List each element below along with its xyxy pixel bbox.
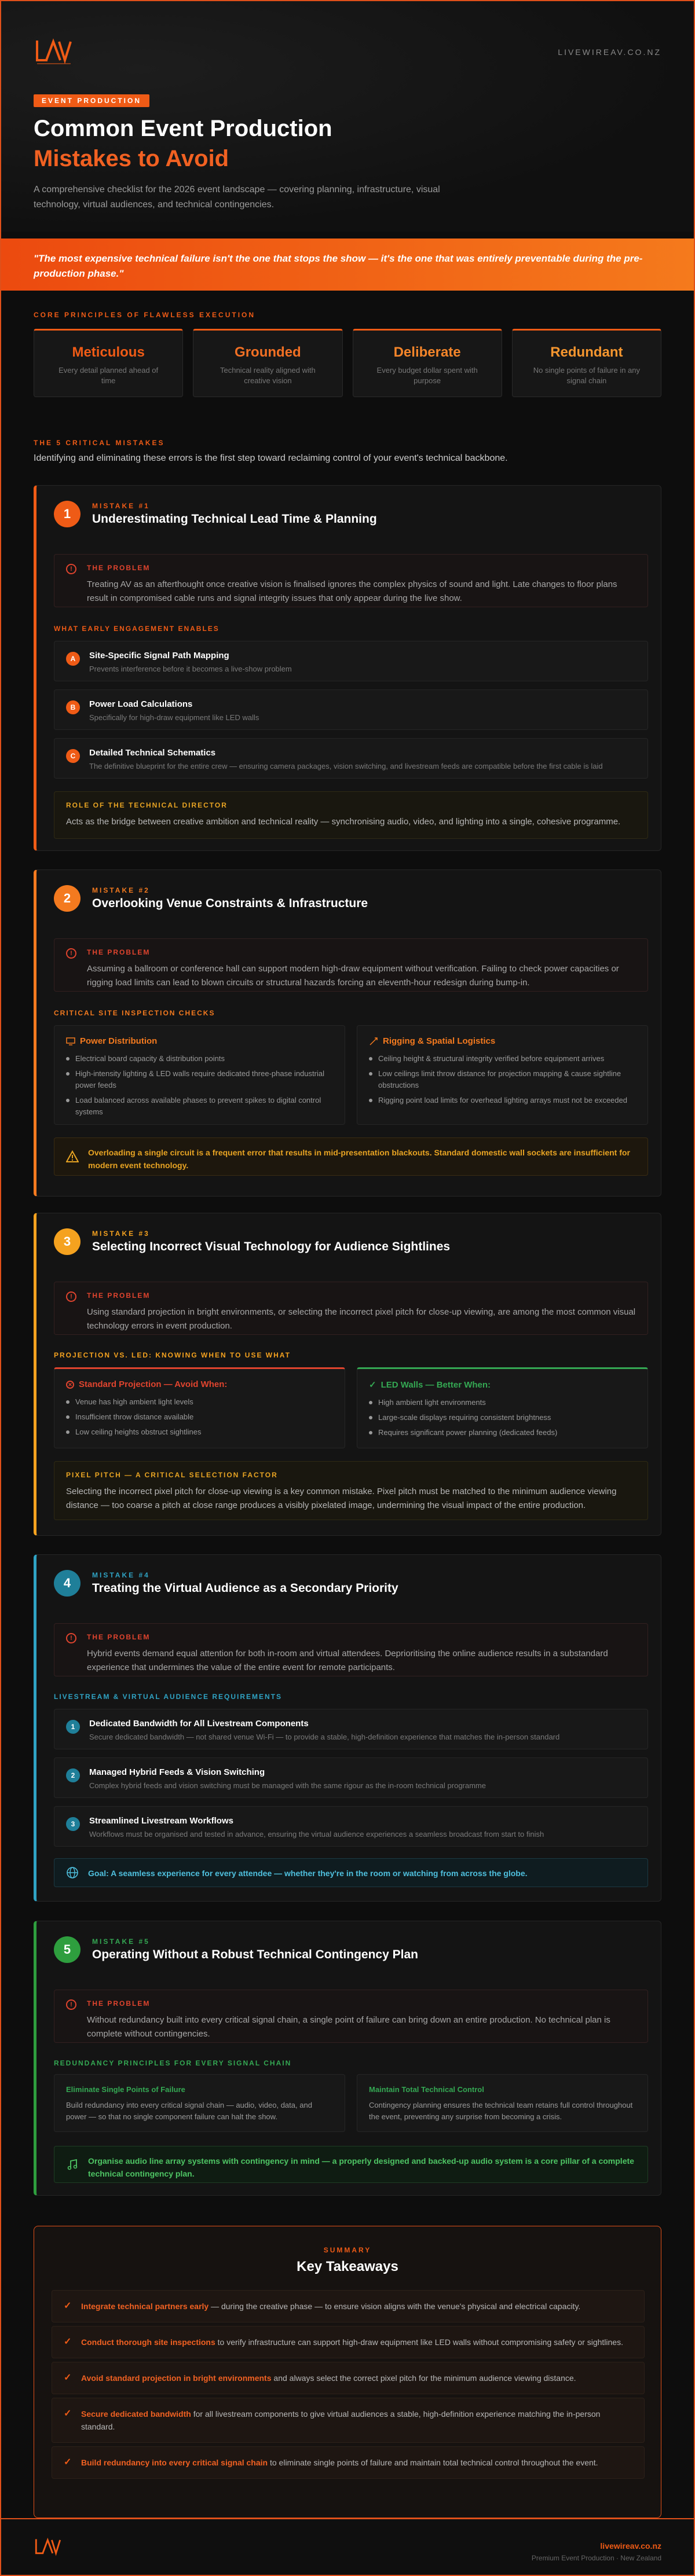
list-item: [66, 1411, 333, 1423]
mistake-number: 5: [54, 1936, 81, 1963]
category-badge: EVENT PRODUCTION: [34, 94, 149, 107]
warning-callout: [54, 1137, 648, 1176]
livewire-logo: [34, 37, 74, 66]
footer-url[interactable]: livewireav.co.nz: [600, 2541, 661, 2551]
problem-label: THE PROBLEM: [87, 948, 151, 956]
mistake-number: 4: [54, 1570, 81, 1597]
hero: [0, 0, 695, 232]
step-marker: A: [66, 652, 80, 666]
alert-circle-icon: !: [66, 1633, 76, 1643]
section-subhead: PROJECTION VS. LED: KNOWING WHEN TO USE WHAT: [54, 1351, 291, 1359]
list-item: [369, 1095, 636, 1106]
item-text: Low ceilings limit throw distance for projection mapping & cause sightline obstructions: [378, 1069, 621, 1089]
principle-desc: Technical reality aligned with creative vision: [220, 366, 316, 385]
check-icon: ✓: [64, 2337, 72, 2347]
note-text: Selecting the incorrect pixel pitch for close-up viewing is a key common mistake. Pixel pitch must be matched to the minimum audience viewing distance — too coarse a pitch at close range produces a visibly pixelated image, undermining the visual impact of the entire production.: [66, 1487, 617, 1510]
list-item: [52, 2326, 645, 2358]
check-icon: ✓: [64, 2457, 72, 2467]
principle-desc: Every budget dollar spent with purpose: [376, 366, 478, 385]
led-column: [357, 1367, 648, 1448]
mistake-card-3: [34, 1213, 661, 1536]
principle-card: [512, 329, 661, 397]
note-label: PIXEL PITCH — A CRITICAL SELECTION FACTOR: [66, 1471, 278, 1479]
check-icon: ✓: [64, 2373, 72, 2383]
projection-column: [54, 1367, 345, 1448]
principle-card: [353, 329, 502, 397]
list-item: [52, 2362, 645, 2394]
column-title: Standard Projection — Avoid When:: [79, 1379, 228, 1389]
alert-circle-icon: !: [66, 564, 76, 574]
principle-desc: No single points of failure in any signal chain: [533, 366, 641, 385]
redundancy-columns: [54, 2074, 648, 2132]
problem-text: Without redundancy built into every critical signal chain, a single point of failure can bring down an entire production. No technical plan is complete without contingencies.: [87, 2015, 610, 2039]
list-item: [66, 1095, 333, 1118]
list-item: [369, 1053, 636, 1065]
step-desc: The definitive blueprint for the entire crew — ensuring camera packages, vision switching, and livestream feeds are compatible before the first cable is laid: [89, 762, 603, 770]
mistake-title: Underestimating Technical Lead Time & Planning: [92, 512, 377, 526]
list-item: [52, 2398, 645, 2443]
problem-box: [54, 1623, 648, 1676]
mistake-title: Treating the Virtual Audience as a Secondary Priority: [92, 1581, 398, 1595]
rigging-icon: [369, 1037, 378, 1046]
takeaway-bold: Integrate technical partners early: [81, 2302, 209, 2311]
list-item: [66, 1053, 333, 1065]
footer-subtitle: Premium Event Production · New Zealand: [531, 2554, 661, 2562]
power-column: [54, 1025, 345, 1125]
mistake-card-4: [34, 1554, 661, 1902]
page-subtitle: A comprehensive checklist for the 2026 event landscape — covering planning, infrastructure, visual technology, virtual audiences, and technical contingencies.: [34, 185, 440, 210]
section-subhead: REDUNDANCY PRINCIPLES FOR EVERY SIGNAL CHAIN: [54, 2059, 292, 2067]
column-heading: [66, 1036, 333, 1046]
alert-circle-icon: !: [66, 1291, 76, 1302]
mistake-eyebrow: MISTAKE #5: [92, 1937, 150, 1946]
item-text: High ambient light environments: [378, 1398, 486, 1407]
goal-text: Goal: A seamless experience for every attendee — whether they're in the room or watching from across the globe.: [88, 1869, 528, 1878]
principle-card: [34, 329, 183, 397]
problem-box: [54, 1990, 648, 2043]
step-marker: 3: [66, 1817, 80, 1831]
problem-label: THE PROBLEM: [87, 1291, 151, 1300]
note-text: Acts as the bridge between creative ambition and technical reality — synchronising audio, video, and lighting into a single, cohesive programme.: [66, 817, 621, 827]
pixel-pitch-note: [54, 1461, 648, 1520]
list-item: [369, 1397, 636, 1408]
redundancy-column: [54, 2074, 345, 2132]
step-title: Managed Hybrid Feeds & Vision Switching: [89, 1767, 265, 1777]
column-heading: [66, 1379, 333, 1389]
list-item: [54, 641, 648, 681]
mistake-number: 1: [54, 501, 81, 527]
takeaway-text: for all livestream components to give virtual audiences a stable, high-definition experience matching the in-person standard.: [81, 2409, 601, 2431]
takeaway-text: to eliminate single points of failure and maintain total technical control throughout the event.: [268, 2458, 598, 2467]
mistake-title: Selecting Incorrect Visual Technology for Audience Sightlines: [92, 1240, 451, 1253]
warning-text: Overloading a single circuit is a frequent error that results in mid-presentation blackouts. Standard domestic wall sockets are insufficient for modern event technology.: [88, 1148, 630, 1170]
list-item: [369, 1068, 636, 1091]
site-url[interactable]: LIVEWIREAV.CO.NZ: [558, 47, 661, 57]
problem-text: Treating AV as an afterthought once creative vision is finalised ignores the complex physics of sound and light. Late changes to floor plans result in compromised cable runs and signal integrity issues that only appear during the live show.: [87, 579, 617, 603]
mistake-card-1: [34, 485, 661, 851]
column-text: Contingency planning ensures the technical team retains full control throughout the event, preventing any surprise from becoming a crisis.: [369, 2101, 633, 2121]
quote-banner: "The most expensive technical failure isn't the one that stops the show — it's the one that was entirely preventable during the pre-production phase.": [0, 238, 695, 291]
step-title: Streamlined Livestream Workflows: [89, 1816, 233, 1826]
column-heading: [369, 1036, 636, 1046]
list-item: [52, 2290, 645, 2322]
principle-title: Redundant: [550, 344, 623, 360]
list-item: [66, 1426, 333, 1438]
principle-card: [193, 329, 342, 397]
step-title: Detailed Technical Schematics: [89, 748, 216, 758]
key-takeaways: [34, 2226, 661, 2518]
mistake-eyebrow: MISTAKE #2: [92, 886, 150, 894]
check-icon: ✓: [64, 2409, 72, 2419]
list-item: [369, 1412, 636, 1423]
page-title-accent: Mistakes to Avoid: [34, 146, 229, 171]
control-column: [357, 2074, 648, 2132]
mistake-eyebrow: MISTAKE #1: [92, 502, 150, 510]
mistake-card-5: [34, 1921, 661, 2196]
list-item: [54, 1806, 648, 1847]
alert-circle-icon: !: [66, 948, 76, 959]
takeaway-text: — during the creative phase — to ensure vision aligns with the venue's physical and electrical capacity.: [209, 2302, 581, 2311]
section-subhead: CRITICAL SITE INSPECTION CHECKS: [54, 1009, 215, 1017]
list-item: [52, 2446, 645, 2479]
principle-title: Deliberate: [393, 344, 461, 360]
step-desc: Complex hybrid feeds and vision switching must be managed with the same rigour as the in-room technical programme: [89, 1781, 486, 1790]
item-text: Rigging point load limits for overhead lighting arrays must not be exceeded: [378, 1096, 627, 1104]
item-text: Electrical board capacity & distribution points: [75, 1054, 225, 1063]
column-title: Eliminate Single Points of Failure: [66, 2085, 185, 2094]
step-desc: Specifically for high-draw equipment like LED walls: [89, 713, 259, 722]
item-text: High-intensity lighting & LED walls require dedicated three-phase industrial power feeds: [75, 1069, 324, 1089]
takeaway-bold: Build redundancy into every critical signal chain: [81, 2458, 268, 2467]
problem-label: THE PROBLEM: [87, 564, 151, 572]
rigging-column: [357, 1025, 648, 1125]
takeaway-text: to verify infrastructure can support high-draw equipment like LED walls without compromising safety or sightlines.: [215, 2338, 623, 2347]
problem-label: THE PROBLEM: [87, 1999, 151, 2008]
step-title: Power Load Calculations: [89, 699, 193, 709]
problem-box: [54, 1282, 648, 1335]
principle-title: Grounded: [235, 344, 301, 360]
step-title: Site-Specific Signal Path Mapping: [89, 651, 229, 660]
list-item: [54, 1757, 648, 1798]
mistake-title: Operating Without a Robust Technical Contingency Plan: [92, 1948, 418, 1961]
audio-callout: [54, 2146, 648, 2183]
mistake-number: 3: [54, 1228, 81, 1255]
list-item: [369, 1427, 636, 1439]
column-text: Build redundancy into every critical signal chain — audio, video, data, and power — so that no single component failure can halt the show.: [66, 2101, 312, 2121]
item-text: Venue has high ambient light levels: [75, 1397, 193, 1406]
mistake-eyebrow: MISTAKE #3: [92, 1230, 150, 1238]
problem-text: Assuming a ballroom or conference hall can support modern high-draw equipment without verification. Failing to check power capacities or rigging load limits can lead to blown circuits or structural hazards forcing an eleventh-hour redesign during bump-in.: [87, 964, 619, 988]
music-note-icon: [66, 2158, 79, 2171]
problem-text: Hybrid events demand equal attention for both in-room and virtual attendees. Deprioritising the online audience results in a substandard experience that undermines the value of the entire event for remote participants.: [87, 1649, 608, 1672]
list-item: [54, 738, 648, 779]
mistakes-intro: Identifying and eliminating these errors is the first step toward reclaiming control of your event's technical backbone.: [34, 453, 508, 463]
list-item: [54, 689, 648, 730]
takeaways-eyebrow: SUMMARY: [323, 2246, 372, 2254]
takeaway-bold: Conduct thorough site inspections: [81, 2338, 215, 2347]
column-title: LED Walls — Better When:: [381, 1379, 491, 1390]
problem-label: THE PROBLEM: [87, 1633, 151, 1641]
section-subhead: LIVESTREAM & VIRTUAL AUDIENCE REQUIREMENTS: [54, 1693, 283, 1701]
mistakes-eyebrow: THE 5 CRITICAL MISTAKES: [34, 439, 165, 447]
comparison-columns: [54, 1367, 648, 1448]
x-circle-icon: ✕: [66, 1381, 74, 1389]
audio-text: Organise audio line array systems with contingency in mind — a properly designed and backed-up audio system is a core pillar of a complete technical contingency plan.: [88, 2156, 634, 2178]
globe-icon: [66, 1866, 79, 1879]
takeaway-bold: Secure dedicated bandwidth: [81, 2409, 191, 2419]
column-heading: [369, 1379, 636, 1390]
principle-desc: Every detail planned ahead of time: [58, 366, 159, 385]
item-text: Low ceiling heights obstruct sightlines: [75, 1428, 202, 1436]
column-title: Power Distribution: [80, 1036, 158, 1046]
page-title: Common Event Production: [34, 116, 332, 141]
list-item: [54, 1709, 648, 1749]
takeaway-bold: Avoid standard projection in bright environments: [81, 2373, 272, 2383]
list-item: [66, 1068, 333, 1091]
item-text: Load balanced across available phases to prevent spikes to digital control systems: [75, 1096, 321, 1116]
step-marker: C: [66, 749, 80, 763]
footer: [0, 2518, 695, 2576]
step-desc: Secure dedicated bandwidth — not shared venue Wi-Fi — to provide a stable, high-definition experience that matches the in-person standard: [89, 1733, 560, 1741]
step-title: Dedicated Bandwidth for All Livestream Components: [89, 1719, 309, 1729]
step-desc: Prevents interference before it becomes a live-show problem: [89, 665, 292, 673]
problem-box: [54, 554, 648, 607]
takeaway-text: and always select the correct pixel pitch for the minimum audience viewing distance.: [271, 2373, 576, 2383]
problem-box: [54, 938, 648, 992]
alert-circle-icon: !: [66, 1999, 76, 2010]
role-note: [54, 791, 648, 839]
item-text: Requires significant power planning (dedicated feeds): [378, 1428, 558, 1437]
note-label: ROLE OF THE TECHNICAL DIRECTOR: [66, 801, 228, 809]
livewire-logo: [34, 2537, 63, 2557]
section-subhead: WHAT EARLY ENGAGEMENT ENABLES: [54, 625, 220, 633]
principles-row: [34, 329, 661, 397]
check-icon: ✓: [64, 2301, 72, 2311]
step-marker: B: [66, 700, 80, 714]
item-text: Large-scale displays requiring consistent brightness: [378, 1413, 551, 1422]
step-desc: Workflows must be organised and tested in advance, ensuring the virtual audience experiences a seamless broadcast from start to finish: [89, 1830, 544, 1839]
problem-text: Using standard projection in bright environments, or selecting the incorrect pixel pitch for close-up viewing, are among the most common visual technology errors in event production.: [87, 1307, 636, 1331]
item-text: Insufficient throw distance available: [75, 1412, 194, 1421]
monitor-icon: [66, 1037, 75, 1045]
column-title: Rigging & Spatial Logistics: [383, 1036, 496, 1046]
item-text: Ceiling height & structural integrity verified before equipment arrives: [378, 1054, 605, 1063]
principles-eyebrow: CORE PRINCIPLES OF FLAWLESS EXECUTION: [34, 311, 256, 319]
goal-callout: [54, 1858, 648, 1887]
principle-title: Meticulous: [72, 344, 145, 360]
inspection-columns: [54, 1025, 648, 1125]
warning-triangle-icon: [66, 1150, 79, 1163]
step-marker: 1: [66, 1720, 80, 1734]
takeaways-title: Key Takeaways: [297, 2259, 398, 2274]
mistake-number: 2: [54, 885, 81, 912]
list-item: [66, 1396, 333, 1408]
step-marker: 2: [66, 1768, 80, 1782]
mistake-card-2: [34, 869, 661, 1197]
check-icon: ✓: [369, 1380, 376, 1390]
mistake-title: Overlooking Venue Constraints & Infrastructure: [92, 897, 368, 910]
mistake-eyebrow: MISTAKE #4: [92, 1571, 150, 1579]
column-title: Maintain Total Technical Control: [369, 2085, 484, 2094]
